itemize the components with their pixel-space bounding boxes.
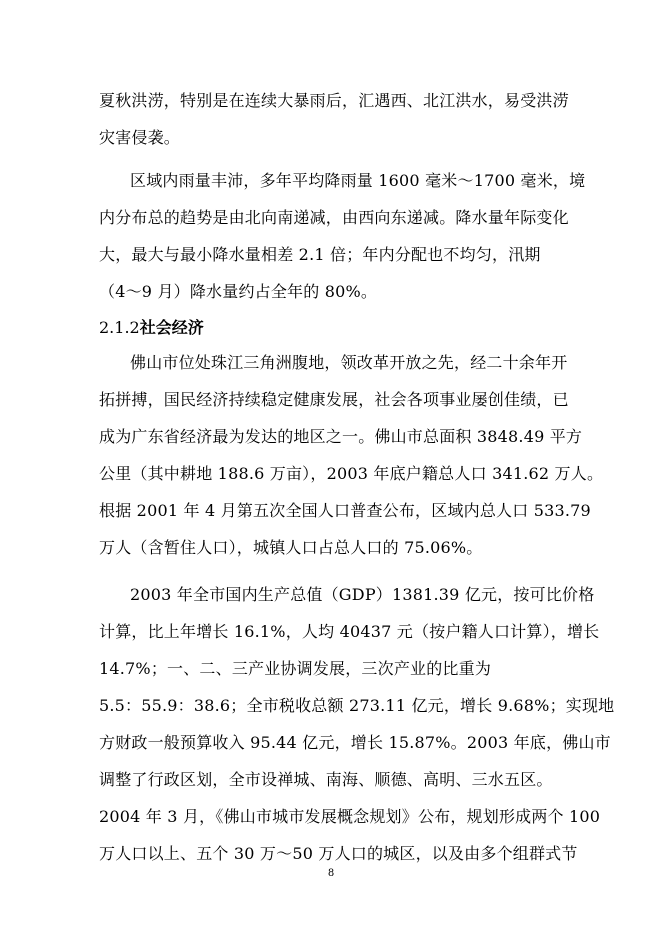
section-heading [99,318,204,338]
paragraph-line: 夏秋洪涝，特别是在连续大暴雨后，汇遇西、北江洪水，易受洪涝 [99,91,569,110]
paragraph-line: 根据 2001 年 4 月第五次全国人口普查公布，区域内总人口 533.79 [99,501,591,520]
paragraph-line: 内分布总的趋势是由北向南递减，由西向东递减。降水量年际变化 [99,208,569,227]
paragraph-line: 14.7%；一、二、三产业协调发展，三次产业的比重为 [99,659,492,678]
paragraph-line: 佛山市位处珠江三角洲腹地，领改革开放之先，经二十余年开 [130,353,568,372]
paragraph-line: （4～9 月）降水量约占全年的 80%。 [99,282,378,301]
paragraph-line: 2003 年全市国内生产总值（GDP）1381.39 亿元，按可比价格 [130,585,595,604]
paragraph-line: 方财政一般预算收入 95.44 亿元，增长 15.87%。2003 年底，佛山市 [99,733,611,752]
paragraph-line: 万人口以上、五个 30 万～50 万人口的城区，以及由多个组群式节 [99,844,578,863]
paragraph-line: 大，最大与最小降水量相差 2.1 倍；年内分配也不均匀，汛期 [99,245,541,264]
paragraph-line: 2004 年 3 月，《佛山市城市发展概念规划》公布，规划形成两个 100 [99,807,601,826]
section-number: 2.1.2 [99,318,140,337]
paragraph-line: 5.5：55.9：38.6；全市税收总额 273.11 亿元，增长 9.68%；实现地 [99,696,615,715]
page-number: 8 [327,868,335,879]
paragraph-line: 计算，比上年增长 16.1%，人均 40437 元（按户籍人口计算），增长 [99,622,600,641]
paragraph-line: 公里（其中耕地 188.6 万亩），2003 年底户籍总人口 341.62 万人。 [99,464,604,483]
paragraph-line: 拓拼搏，国民经济持续稳定健康发展，社会各项事业屡创佳绩，已 [99,390,569,409]
paragraph-line: 灾害侵袭。 [99,128,181,147]
paragraph-line: 区域内雨量丰沛，多年平均降雨量 1600 毫米～1700 毫米，境 [130,171,586,190]
paragraph-line: 万人（含暂住人口），城镇人口占总人口的 75.06%。 [99,538,483,557]
paragraph-line: 调整了行政区划，全市设禅城、南海、顺德、高明、三水五区。 [99,770,553,789]
paragraph-line: 成为广东省经济最为发达的地区之一。佛山市总面积 3848.49 平方 [99,427,583,446]
section-title: 社会经济 [139,318,204,337]
